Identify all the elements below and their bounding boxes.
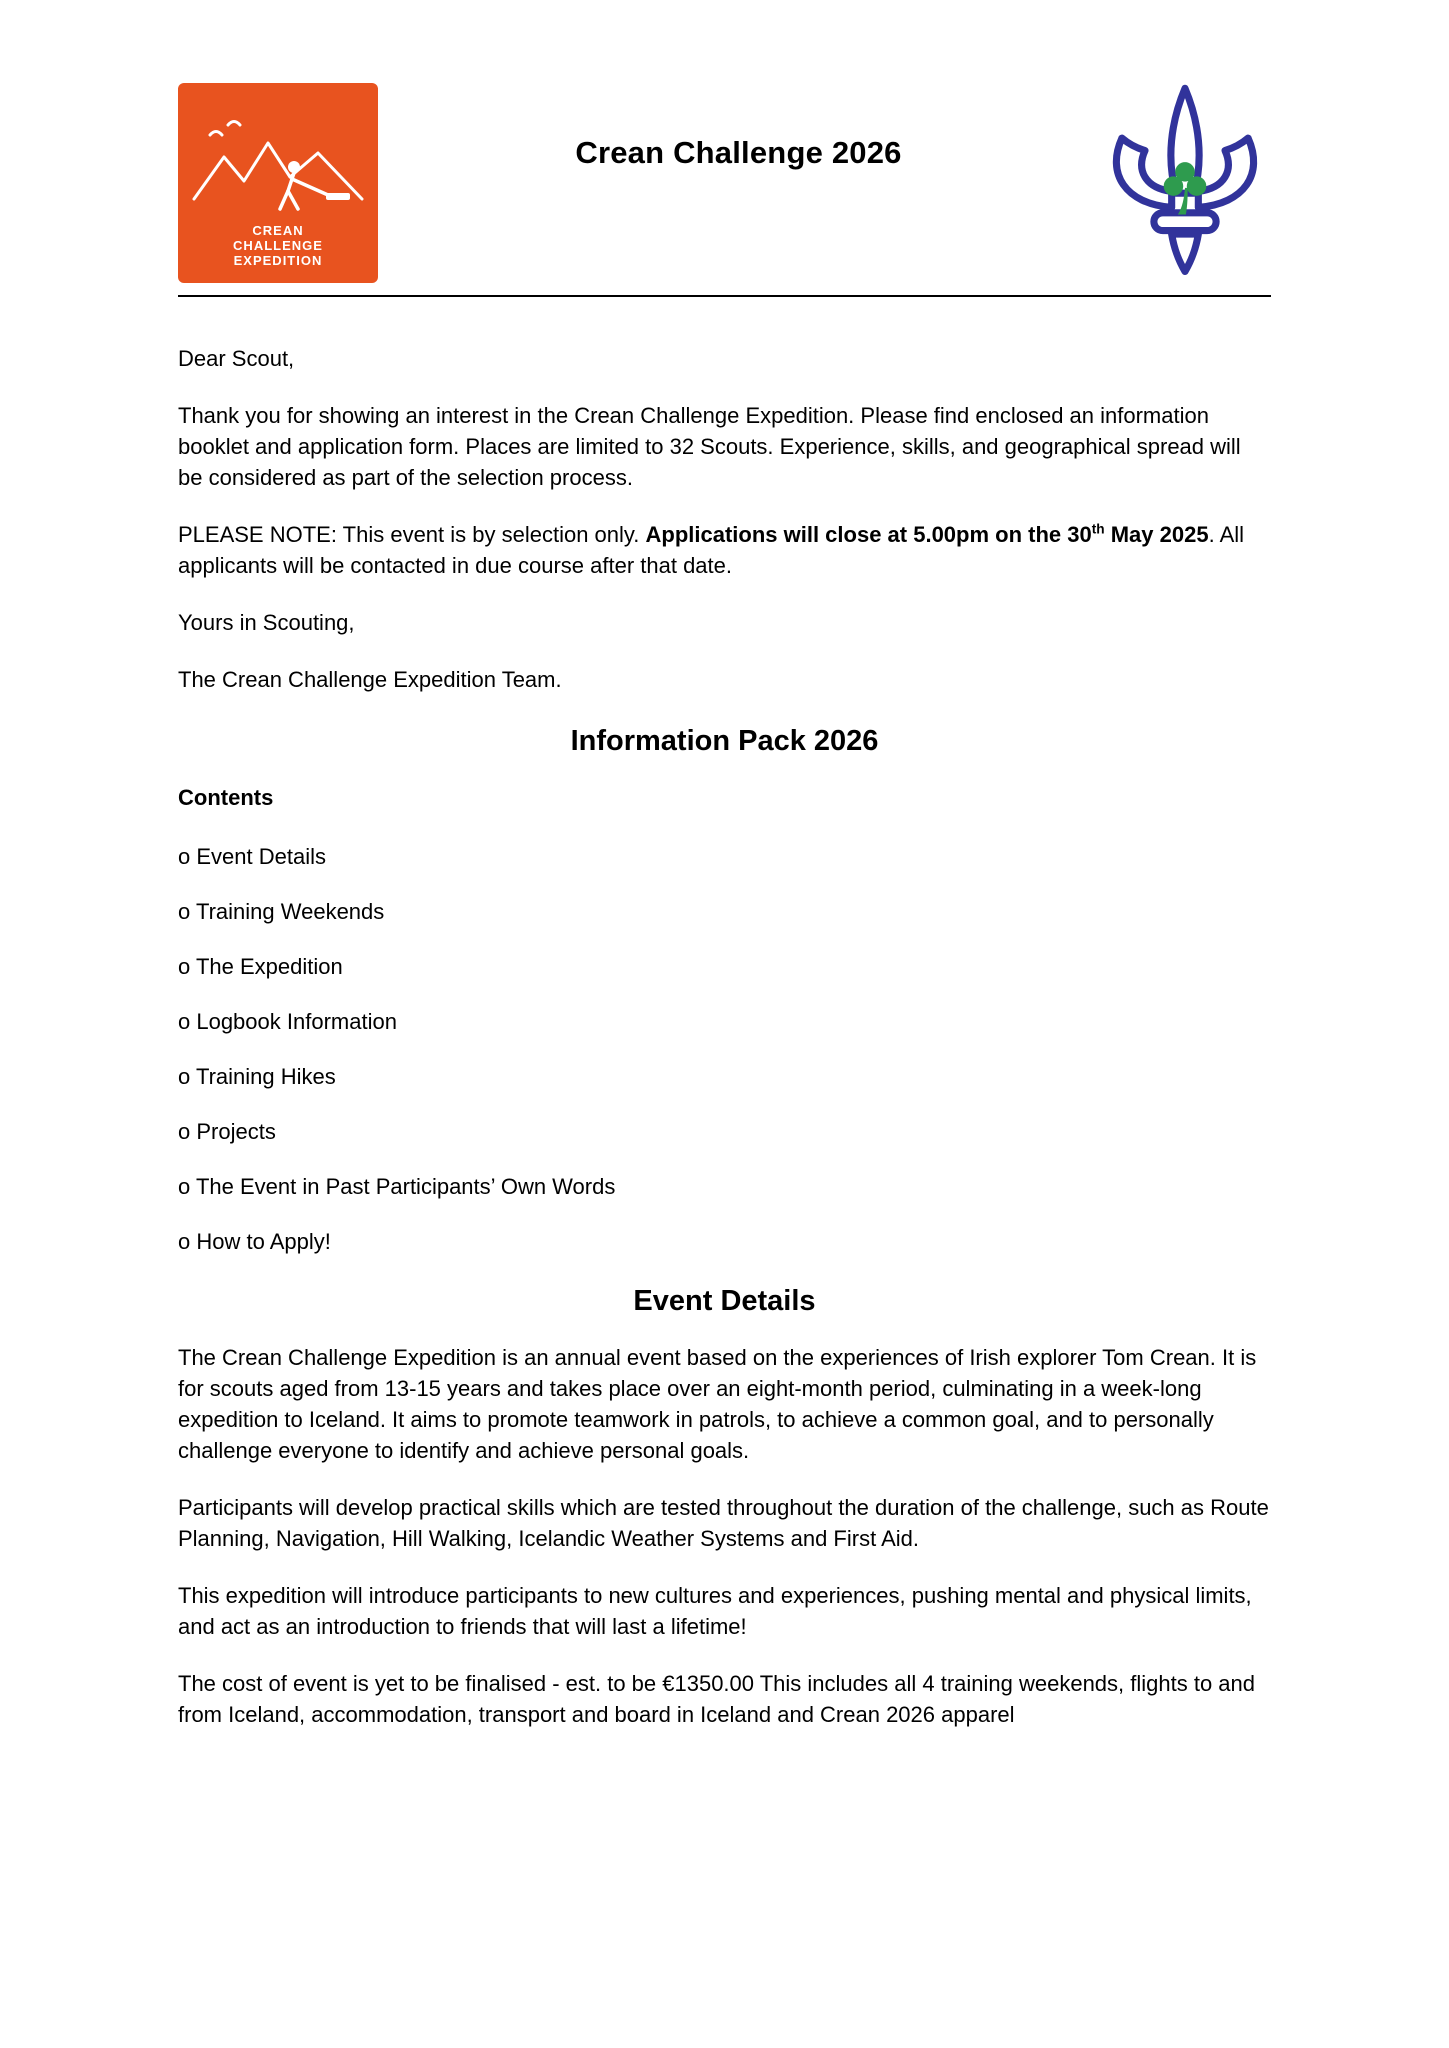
- letter-body: [178, 297, 1271, 1730]
- event-paragraph-1: The Crean Challenge Expedition is an annual event based on the experiences of Irish explorer Tom Crean. It is for scouts aged from 13-15 years and takes place over an eight-month period, culminating in a week-long expedition to Iceland. It aims to promote teamwork in patrols, to achieve a common goal, and to personally challenge everyone to identify and achieve personal goals.: [178, 1345, 1257, 1463]
- salutation: Dear Scout,: [178, 346, 295, 371]
- note-paragraph: [178, 519, 1271, 581]
- event-paragraph-3: This expedition will introduce participants to new cultures and experiences, pushing mental and physical limits, and act as an introduction to friends that will last a lifetime!: [178, 1583, 1252, 1639]
- header: [178, 83, 1271, 297]
- note-bold-2: May 2025: [1104, 522, 1209, 547]
- event-details-heading: Event Details: [633, 1285, 816, 1317]
- page-title: Crean Challenge 2026: [575, 135, 902, 170]
- info-pack-heading: Information Pack 2026: [570, 725, 879, 757]
- note-bold-1: Applications will close at 5.00pm on the 30: [645, 522, 1092, 547]
- intro-paragraph: Thank you for showing an interest in the Crean Challenge Expedition. Please find enclosed an information booklet and application form. Places are limited to 32 Scouts. Experience, skills, and geographical spread will be considered as part of the selection process.: [178, 403, 1241, 490]
- contents-item: o Training Weekends: [178, 899, 385, 924]
- contents-item: o Logbook Information: [178, 1009, 397, 1034]
- contents-item: o How to Apply!: [178, 1229, 331, 1254]
- note-normal-2: . All applicants will be contacted in due course after that date.: [178, 522, 1245, 578]
- contents-label: Contents: [178, 785, 274, 810]
- event-paragraph-4: The cost of event is yet to be finalised - est. to be €1350.00 This includes all 4 training weekends, flights to and from Iceland, accommodation, transport and board in Iceland and Crean 2026 apparel: [178, 1671, 1256, 1727]
- crean-logo-text-line: CHALLENGE: [233, 238, 323, 253]
- contents-list: [178, 841, 1271, 1257]
- closing-line: Yours in Scouting,: [178, 610, 355, 635]
- note-normal-1: PLEASE NOTE: This event is by selection only.: [178, 522, 646, 547]
- contents-item: o The Event in Past Participants’ Own Words: [178, 1174, 616, 1199]
- crean-logo-text-line: CREAN: [252, 223, 304, 238]
- signature-line: The Crean Challenge Expedition Team.: [178, 667, 562, 692]
- scout-fleur-de-lis-logo: [1099, 83, 1271, 283]
- contents-item: o Event Details: [178, 844, 326, 869]
- crean-expedition-logo: [178, 83, 378, 283]
- crean-logo-text-line: EXPEDITION: [233, 253, 323, 268]
- contents-item: o Training Hikes: [178, 1064, 336, 1089]
- event-paragraph-2: Participants will develop practical skills which are tested throughout the duration of the challenge, such as Route Planning, Navigation, Hill Walking, Icelandic Weather Systems and First Aid.: [178, 1495, 1269, 1551]
- contents-item: o Projects: [178, 1119, 276, 1144]
- note-superscript: th: [1091, 521, 1105, 537]
- contents-item: o The Expedition: [178, 954, 343, 979]
